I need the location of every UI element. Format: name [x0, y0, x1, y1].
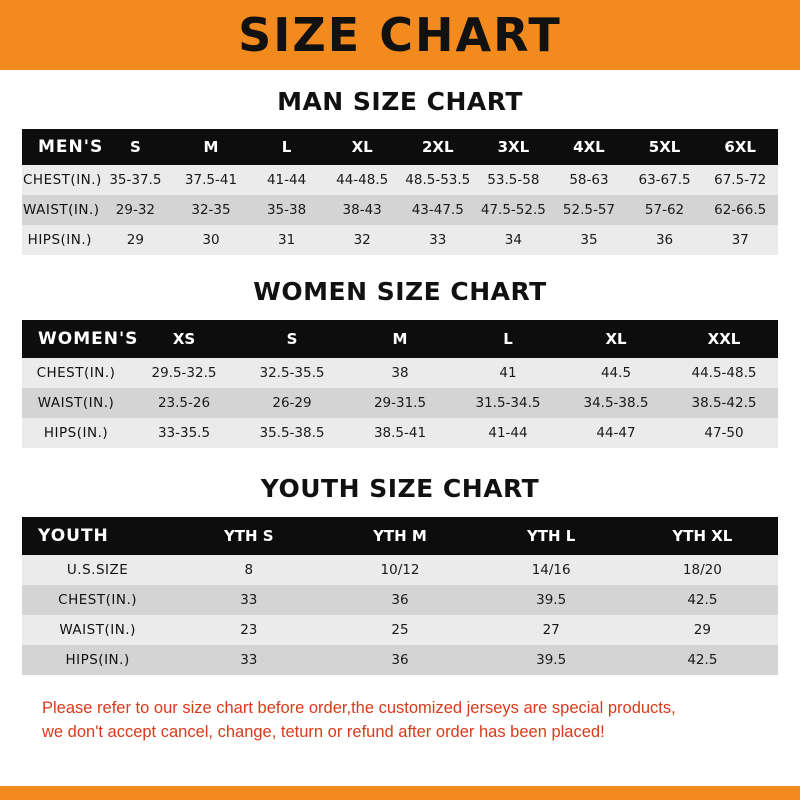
table-cell: 8	[244, 562, 254, 578]
table-row	[22, 358, 778, 388]
column-header: 3XL	[497, 138, 530, 156]
table-cell: 44-47	[596, 425, 636, 441]
table-cell: 62-66.5	[714, 202, 767, 218]
table-body	[22, 358, 778, 448]
column-header: 6XL	[724, 138, 756, 156]
row-label: WAIST(IN.)	[37, 395, 115, 411]
column-header: L	[281, 138, 292, 156]
section-title-youth: YOUTH SIZE CHART	[260, 474, 540, 503]
table-body	[22, 555, 778, 675]
table-cell: 38-43	[342, 202, 382, 218]
table-row	[22, 165, 778, 195]
table-cell: 47-50	[704, 425, 744, 441]
table-cell: 23	[240, 622, 258, 638]
table-cell: 23.5-26	[157, 395, 211, 411]
table-cell: 41-44	[266, 172, 307, 188]
table-body	[22, 165, 778, 255]
table-row	[22, 225, 778, 255]
table-head	[22, 320, 778, 358]
column-header: YTH M	[373, 527, 427, 545]
table-cell: 34	[504, 232, 522, 248]
column-header: L	[503, 330, 513, 348]
table-cell: 42.5	[687, 592, 718, 608]
column-header: YTH L	[526, 527, 576, 545]
column-header: YOUTH	[38, 526, 109, 546]
table-cell: 32.5-35.5	[259, 365, 325, 381]
table-row	[22, 555, 778, 585]
column-header: WOMEN'S	[38, 329, 139, 349]
row-label: HIPS(IN.)	[27, 232, 92, 248]
table-cell: 29	[693, 622, 711, 638]
table-cell: 53.5-58	[487, 172, 540, 188]
table-cell: 48.5-53.5	[405, 172, 471, 188]
table-head	[22, 517, 778, 555]
table-cell: 44-48.5	[336, 172, 389, 188]
column-header: 5XL	[648, 138, 681, 156]
table-cell: 35-38	[266, 202, 307, 218]
table-cell: 33-35.5	[157, 425, 211, 441]
table-cell: 44.5	[600, 365, 632, 381]
row-label: CHEST(IN.)	[36, 365, 116, 381]
column-header: YTH S	[223, 527, 274, 545]
table-cell: 30	[202, 232, 220, 248]
column-header: XS	[172, 330, 196, 348]
table-cell: 18/20	[682, 562, 722, 578]
table-cell: 35	[580, 232, 598, 248]
table-cell: 41-44	[488, 425, 528, 441]
column-header: MEN'S	[38, 137, 104, 157]
section-title-man: MAN SIZE CHART	[277, 87, 523, 116]
table-cell: 52.5-57	[562, 202, 615, 218]
table-cell: 37.5-41	[184, 172, 238, 188]
table-man-sizes	[22, 129, 778, 255]
table-cell: 36	[391, 652, 409, 668]
header-bar	[0, 0, 800, 70]
table-cell: 39.5	[536, 652, 567, 668]
table-cell: 26-29	[272, 395, 312, 411]
table-cell: 38.5-42.5	[691, 395, 757, 411]
table-cell: 29.5-32.5	[151, 365, 217, 381]
page-title: SIZE CHART	[238, 8, 562, 62]
table-cell: 10/12	[380, 562, 420, 578]
table-cell: 38	[391, 365, 409, 381]
table-youth-sizes	[22, 517, 778, 675]
table-row	[22, 645, 778, 675]
section-youth	[22, 474, 778, 675]
table-cell: 29-32	[115, 202, 155, 218]
table-cell: 42.5	[687, 652, 718, 668]
table-cell: 41	[499, 365, 517, 381]
table-cell: 35.5-38.5	[259, 425, 325, 441]
row-label: CHEST(IN.)	[23, 172, 102, 188]
table-cell: 32	[353, 232, 371, 248]
table-cell: 35-37.5	[109, 172, 162, 188]
column-header: 2XL	[421, 138, 454, 156]
table-cell: 29	[126, 232, 144, 248]
table-women-sizes	[22, 320, 778, 448]
row-label: HIPS(IN.)	[65, 652, 130, 668]
section-women	[22, 277, 778, 448]
table-cell: 33	[240, 592, 258, 608]
table-cell: 31	[277, 232, 296, 248]
notice-line-2: we don't accept cancel, change, teturn or refund after order has been placed!	[42, 722, 605, 741]
table-cell: 34.5-38.5	[583, 395, 649, 411]
table-cell: 36	[391, 592, 409, 608]
table-cell: 39.5	[536, 592, 567, 608]
notice-text	[22, 697, 778, 745]
row-label: U.S.SIZE	[66, 562, 129, 578]
column-header: XXL	[707, 330, 741, 348]
table-header-row	[22, 517, 778, 555]
column-header: M	[392, 330, 408, 348]
footer-bar	[0, 786, 800, 800]
section-man	[22, 87, 778, 255]
table-cell: 29-31.5	[373, 395, 427, 411]
table-cell: 27	[542, 622, 560, 638]
table-cell: 37	[731, 232, 749, 248]
table-cell: 58-63	[569, 172, 609, 188]
row-label: CHEST(IN.)	[58, 592, 137, 608]
table-cell: 36	[655, 232, 674, 248]
table-cell: 38.5-41	[373, 425, 427, 441]
column-header: YTH XL	[672, 527, 733, 545]
column-header: M	[203, 138, 219, 156]
table-cell: 33	[240, 652, 258, 668]
table-head	[22, 129, 778, 165]
table-row	[22, 585, 778, 615]
table-cell: 44.5-48.5	[691, 365, 757, 381]
table-cell: 25	[391, 622, 409, 638]
table-row	[22, 615, 778, 645]
table-cell: 47.5-52.5	[480, 202, 546, 218]
row-label: HIPS(IN.)	[43, 425, 109, 441]
table-cell: 33	[429, 232, 447, 248]
section-title-women: WOMEN SIZE CHART	[253, 277, 547, 306]
table-row	[22, 195, 778, 225]
table-cell: 32-35	[191, 202, 231, 218]
column-header: XL	[351, 138, 373, 156]
notice-line-1: Please refer to our size chart before order,the customized jerseys are special products,	[42, 699, 676, 717]
column-header: XL	[605, 330, 627, 348]
table-cell: 67.5-72	[714, 172, 767, 188]
table-row	[22, 388, 778, 418]
column-header: 4XL	[573, 138, 605, 156]
row-label: WAIST(IN.)	[59, 622, 136, 638]
table-cell: 14/16	[531, 562, 571, 578]
table-cell: 31.5-34.5	[475, 395, 541, 411]
table-cell: 57-62	[644, 202, 685, 218]
table-cell: 63-67.5	[638, 172, 691, 188]
table-header-row	[22, 320, 778, 358]
column-header: S	[286, 330, 298, 348]
table-cell: 43-47.5	[411, 202, 464, 218]
content	[0, 87, 800, 745]
table-row	[22, 418, 778, 448]
row-label: WAIST(IN.)	[23, 202, 100, 218]
table-header-row	[22, 129, 778, 165]
column-header: S	[129, 138, 141, 156]
